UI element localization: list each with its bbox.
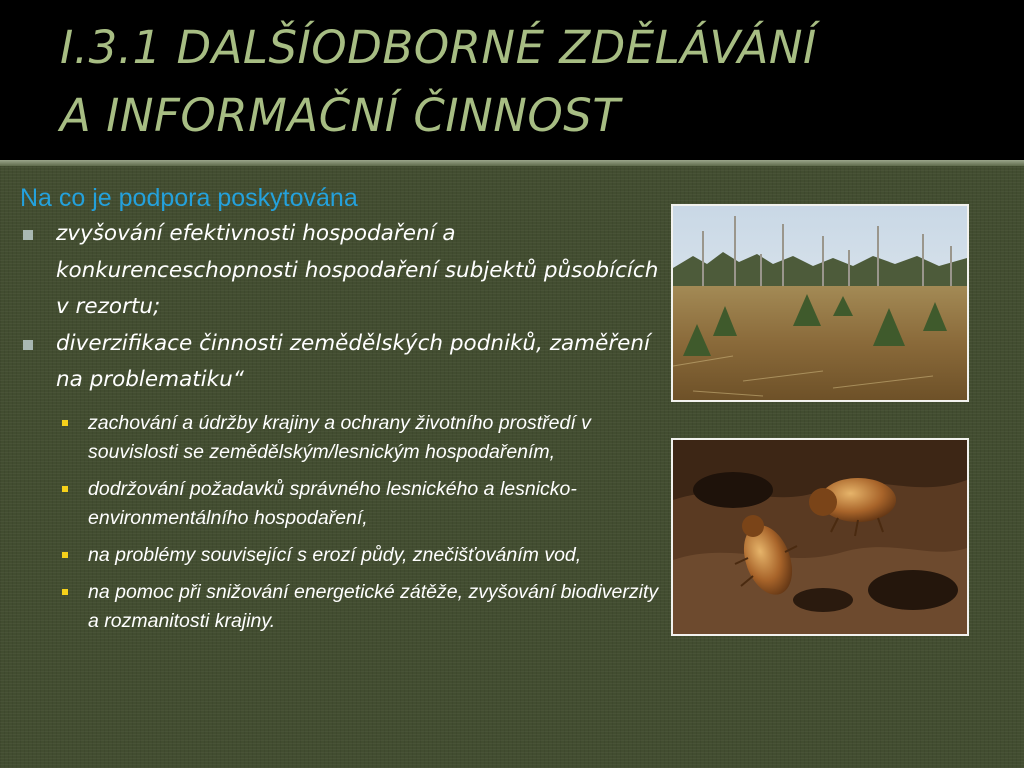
sub-bullet-text: zachování a údržby krajiny a ochrany životního prostředí v souvislosti se zemědělským/lesnickým hospodařením, [88, 411, 591, 463]
title-divider [0, 160, 1024, 166]
square-bullet-icon [62, 486, 68, 492]
bullet-text: diverzifikace činnosti zemědělských podniků, zaměření na problematiku“ [56, 330, 650, 392]
dead-forest-photo [671, 204, 969, 402]
slide-title [60, 14, 1000, 150]
sub-bullet-item [60, 409, 665, 467]
bullet-item [20, 326, 665, 399]
bullet-list [20, 216, 665, 399]
square-bullet-icon [23, 230, 33, 240]
square-bullet-icon [62, 589, 68, 595]
sub-bullet-item [60, 475, 665, 533]
sub-bullet-text: na problémy související s erozí půdy, znečišťováním vod, [88, 543, 582, 566]
section-heading: Na co je podpora poskytována [20, 184, 358, 212]
bark-beetles-photo [671, 438, 969, 636]
sub-bullet-text: na pomoc při snižování energetické zátěže, zvyšování biodiverzity a rozmanitosti krajiny. [88, 580, 659, 632]
slide-title-line-1: I.3.1 DALŠÍODBORNÉ ZDĚLÁVÁNÍ [60, 21, 817, 74]
bullet-item [20, 216, 665, 326]
square-bullet-icon [62, 552, 68, 558]
square-bullet-icon [23, 340, 33, 350]
forest-landscape-illustration [673, 206, 967, 400]
slide-title-line-2: A INFORMAČNÍ ČINNOST [60, 89, 621, 142]
square-bullet-icon [62, 420, 68, 426]
sub-bullet-text: dodržování požadavků správného lesnického a lesnicko-environmentálního hospodaření, [88, 477, 577, 529]
sub-bullet-item [60, 578, 665, 636]
bark-beetles-illustration [673, 440, 967, 634]
sub-bullet-item [60, 541, 665, 570]
bullet-text: zvyšování efektivnosti hospodaření a konkurenceschopnosti hospodaření subjektů působících v rezortu; [56, 221, 659, 319]
slide-content [20, 180, 665, 644]
sub-bullet-list [20, 409, 665, 636]
